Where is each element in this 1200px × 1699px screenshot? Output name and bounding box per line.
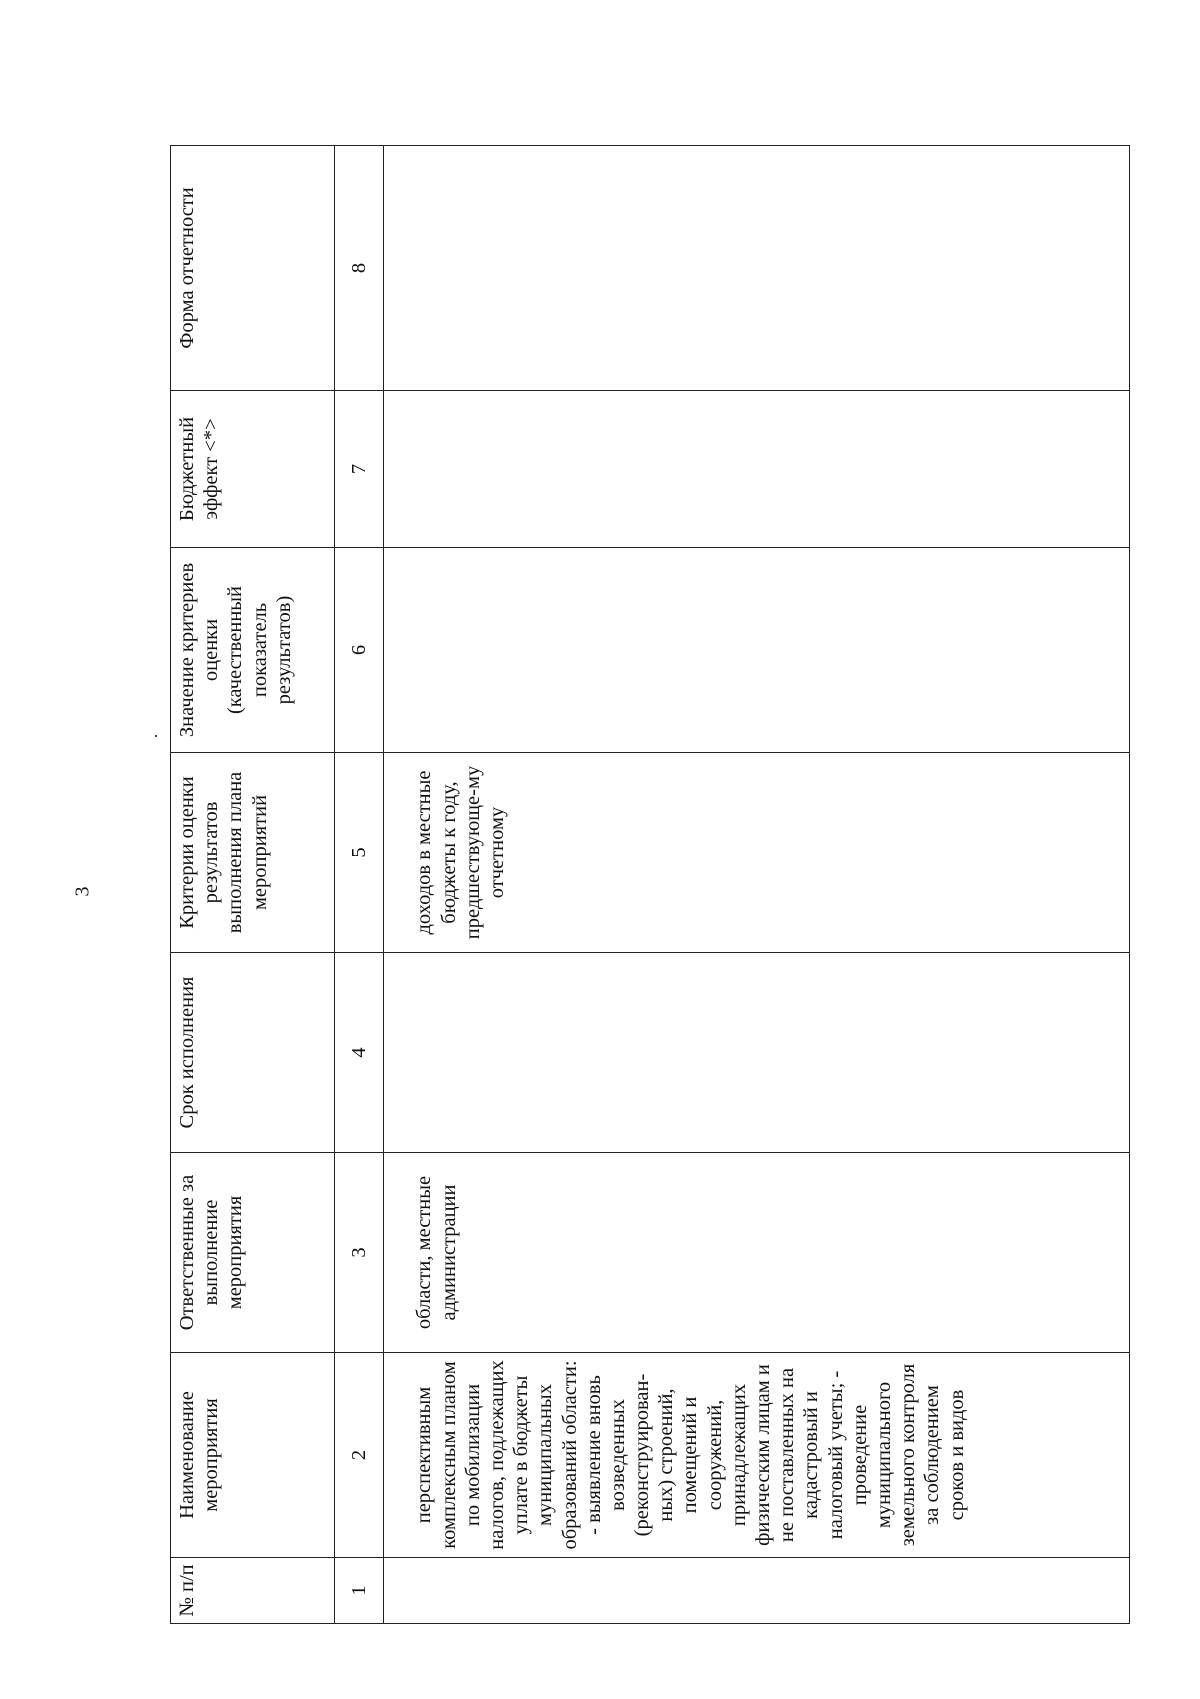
header-criteria: Критерии оценки результатов выполнения плана мероприятий xyxy=(171,753,335,953)
table-row xyxy=(384,146,1130,1624)
criteria-text: доходов в местные бюджеты к году, предшествующе-му отчетному xyxy=(413,765,508,940)
column-number-4: 4 xyxy=(335,953,384,1153)
responsible-cell xyxy=(384,1153,1130,1353)
header-criteria-value: Значение критериев оценки (качественный показатель результатов) xyxy=(171,548,335,753)
page-number: 3 xyxy=(71,886,94,897)
column-number-5: 5 xyxy=(335,753,384,953)
row-number-cell xyxy=(384,1558,1130,1624)
column-number-6: 6 xyxy=(335,548,384,753)
column-number-3: 3 xyxy=(335,1153,384,1353)
header-number: № п/п xyxy=(171,1558,335,1624)
rotated-table-area xyxy=(170,146,1130,1624)
criteria-value-cell xyxy=(384,548,1130,753)
header-budget-effect: Бюджетный эффект <*> xyxy=(171,391,335,548)
header-measure-name: Наименование мероприятия xyxy=(171,1353,335,1558)
header-deadline: Срок исполнения xyxy=(171,953,335,1153)
responsible-text: области, местные администрации xyxy=(413,1175,460,1330)
measure-cell xyxy=(384,1353,1130,1558)
column-number-7: 7 xyxy=(335,391,384,548)
column-number-row xyxy=(335,146,384,1624)
column-number-2: 2 xyxy=(335,1353,384,1558)
header-report-form: Форма отчетности xyxy=(171,146,335,391)
plan-table xyxy=(170,145,1130,1624)
column-number-1: 1 xyxy=(335,1558,384,1624)
budget-effect-cell xyxy=(384,391,1130,548)
rotated-table-frame xyxy=(170,146,1130,1624)
report-form-cell xyxy=(384,146,1130,391)
header-responsible: Ответственные за выполнение мероприятия xyxy=(171,1153,335,1353)
measure-text: перспективным комплексным планом по мобилизации налогов, подлежащих уплате в бюджеты муниципальных образований области: - выявление вновь возведенных (реконструирован-ных) строений, помещений и сооружений, принадлежащих физическим лицам и не поставленных на кадастровый и налоговый учеты; - проведение муниципального земельного контроля за соблюдением сроков и видов xyxy=(413,1360,968,1550)
deadline-cell xyxy=(384,953,1130,1153)
criteria-cell xyxy=(384,753,1130,953)
column-number-8: 8 xyxy=(335,146,384,391)
table-header-row xyxy=(171,146,335,1624)
scan-speck xyxy=(155,735,157,737)
